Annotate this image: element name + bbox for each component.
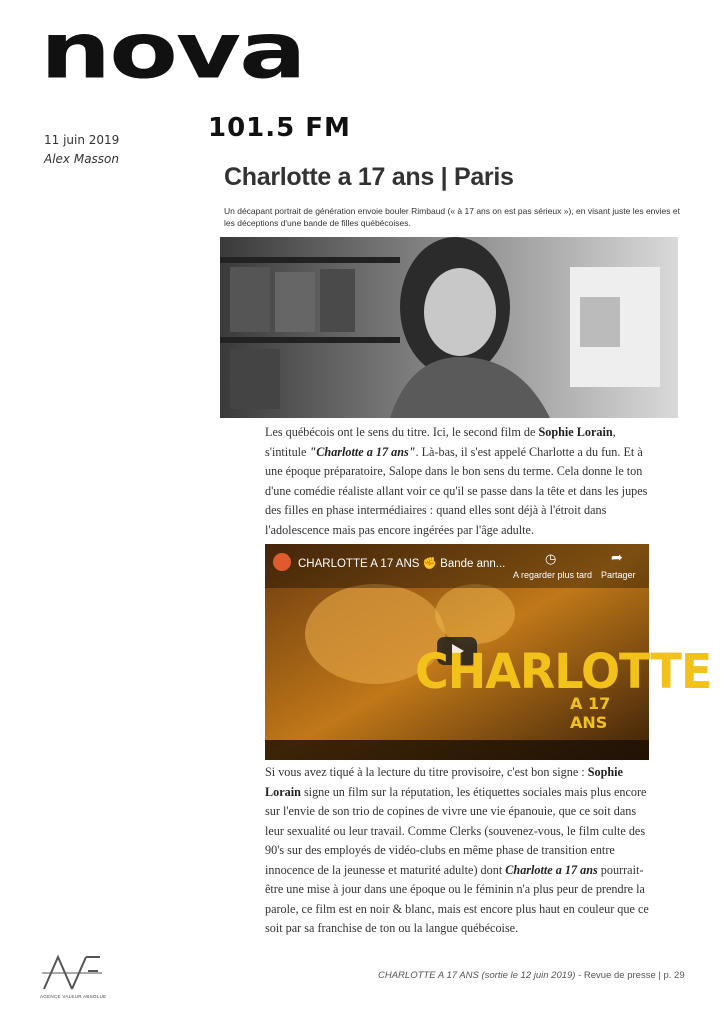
para1-text-2: , s'intitule [265,425,616,459]
footer-page-info: - Revue de presse | p. 29 [575,970,685,981]
article-paragraph-2 [265,763,655,939]
clock-icon[interactable]: ◷ [545,552,557,567]
channel-avatar[interactable] [273,553,291,571]
nova-frequency: 101.5 FM [208,113,351,143]
page-footer [378,970,685,981]
agency-logo-icon [40,953,104,997]
video-title[interactable]: CHARLOTTE A 17 ANS ✊ Bande ann... [298,558,506,570]
share-label[interactable]: Partager [601,570,636,580]
article-title: Charlotte a 17 ans | Paris [224,163,514,191]
article-lede: Un décapant portrait de génération envoie bouler Rimbaud (« à 17 ans on est pas sérieux »), en visant juste les envies et les déceptions d'une bande de filles québécoises. [224,206,680,228]
poster-title: CHARLOTTE [415,642,712,700]
para2-text-3: pourrait-être une mise à jour dans une époque ou le féminin n'a plus peur de prendre la parole, ce film est en noir & blanc, mais est encore plus haut en couleur que ce soit par sa franchise de ton ou la langue québécoise. [265,862,649,935]
watch-later-label[interactable]: A regarder plus tard [513,570,593,580]
agency-name: AGENCE VALEUR ABSOLUE [40,994,107,999]
poster-subtitle: A 17 ANS [570,694,611,732]
article-photo [220,237,678,418]
para1-text-3: . Là-bas, il s'est appelé Charlotte a du fun. Et à une époque préparatoire, Salope dans le bon sens du terme. Cela donne le ton d'une comédie réaliste allant voir ce qu'il se passe dans la tête et dans les jupes des filles en phase intermédiaires : quand elles sont déjà à l'étroit dans l'adolescence mais pas encore ingérées par l'âge adulte. [265,444,648,537]
publication-date: 11 juin 2019 [44,133,120,147]
footer-title: CHARLOTTE A 17 ANS (sortie le 12 juin 2019) [378,970,576,981]
share-icon[interactable]: ➦ [611,550,623,566]
article-paragraph-1 [265,423,653,540]
para1-film-title: "Charlotte a 17 ans" [309,444,416,459]
author-name: Alex Masson [44,152,119,166]
video-embed[interactable] [265,544,712,760]
para2-text-1: Si vous avez tiqué à la lecture du titre provisoire, c'est bon signe : [265,765,588,779]
para2-text-2: signe un film sur la réputation, les étiquettes sociales mais plus encore sur l'envie de son trio de copines de vivre une vie épanouie, que ce soit dans leur sexualité ou leur travail. Comme Clerks (souvenez-vous, le film culte des 90's sur des employés de vidéo-clubs en même phase de transition entre innocence de la jeunesse et maturité adulte) dont [265,784,647,877]
para1-text-1: Les québécois ont le sens du titre. Ici, le second film de [265,425,539,439]
nova-logo: nova [40,4,305,97]
para1-director-name: Sophie Lorain [538,425,613,439]
para2-film-title: Charlotte a 17 ans [505,862,598,877]
para2-director-name: Sophie Lorain [265,765,623,799]
